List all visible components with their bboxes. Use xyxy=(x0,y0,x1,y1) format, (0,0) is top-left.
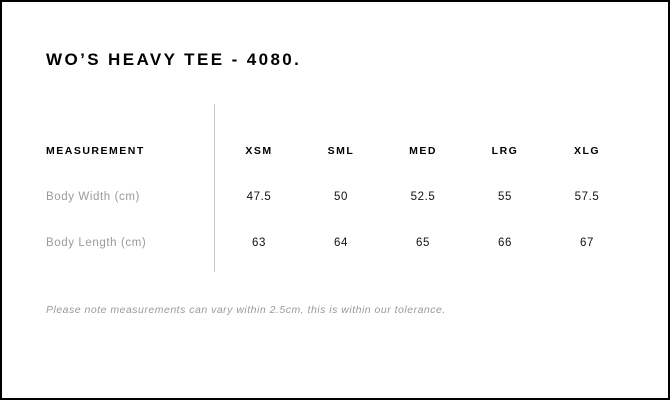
table-row xyxy=(46,220,628,266)
content-area xyxy=(2,2,668,398)
row-label-body-length: Body Length (cm) xyxy=(46,237,147,249)
table-body xyxy=(46,174,628,266)
cell-body-length-xsm: 63 xyxy=(252,237,266,249)
cell-body-length-sml: 64 xyxy=(334,237,348,249)
table-head xyxy=(46,128,628,174)
cell-body-length-xlg: 67 xyxy=(580,237,594,249)
cell-body-width-sml: 50 xyxy=(334,191,348,203)
vertical-divider xyxy=(214,104,215,272)
cell-body-width-med: 52.5 xyxy=(410,191,436,203)
column-header-med: MED xyxy=(409,145,437,157)
column-header-xsm: XSM xyxy=(245,145,273,157)
column-header-sml: SML xyxy=(327,145,355,157)
cell-body-length-lrg: 66 xyxy=(498,237,512,249)
table-header-row xyxy=(46,128,628,174)
row-label-body-width: Body Width (cm) xyxy=(46,191,140,203)
column-header-xlg: XLG xyxy=(573,145,601,157)
cell-body-width-xsm: 47.5 xyxy=(246,191,272,203)
cell-body-length-med: 65 xyxy=(416,237,430,249)
table-row xyxy=(46,174,628,220)
page-title: WO’S HEAVY TEE - 4080. xyxy=(46,50,302,69)
size-table-wrapper xyxy=(46,128,624,266)
cell-body-width-xlg: 57.5 xyxy=(574,191,600,203)
column-header-measurement: MEASUREMENT xyxy=(46,145,145,157)
size-table xyxy=(46,128,628,266)
column-header-lrg: LRG xyxy=(491,145,519,157)
tolerance-note: Please note measurements can vary within 2.5cm, this is within our tolerance. xyxy=(46,304,446,316)
cell-body-width-lrg: 55 xyxy=(498,191,512,203)
